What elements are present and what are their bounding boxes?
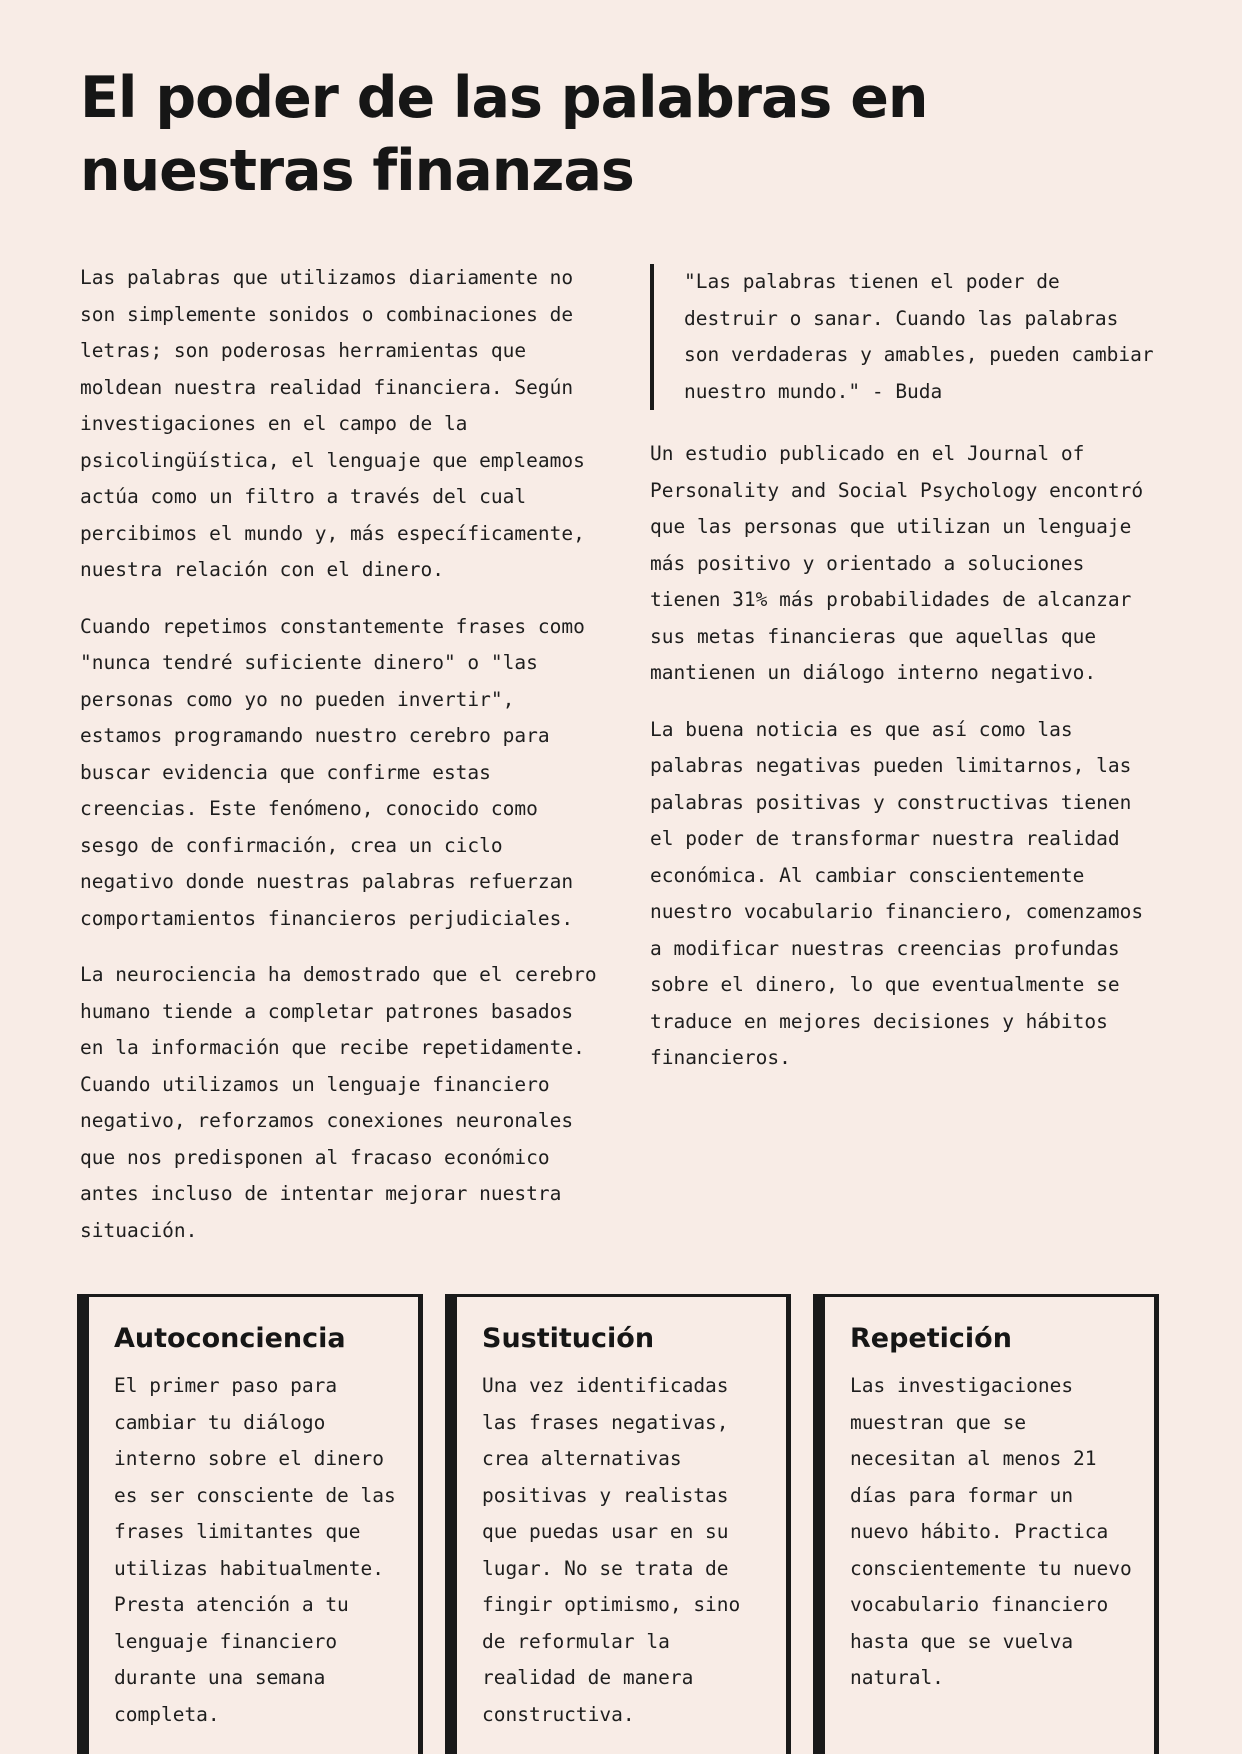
- paragraph-study: Un estudio publicado en el Journal of Personality and Social Psychology encontró que las personas que utilizan un lenguaje más positivo y orientado a soluciones tienen 31% más probabilidades de alcanzar sus metas financieras que aquellas que mantienen un diálogo interno negativo.: [650, 442, 1144, 684]
- tips-cards: [77, 1294, 1165, 1754]
- paragraph-intro: Las palabras que utilizamos diariamente no son simplemente sonidos o combinaciones de letras; son poderosas herramientas que moldean nuestra realidad financiera. Según investigaciones en el campo de la psicolingüística, el lenguaje que empleamos actúa como un filtro a través del cual percibimos el mundo y, más específicamente, nuestra relación con el dinero.: [80, 266, 585, 581]
- card-repeticion: [813, 1294, 1159, 1754]
- card-text: Una vez identificadas las frases negativas, crea alternativas positivas y realistas que puedas usar en su lugar. No se trata de fingir optimismo, sino de reformular la realidad de manera constructiva.: [482, 1374, 741, 1726]
- paragraph-confirmation-bias: Cuando repetimos constantemente frases como "nunca tendré suficiente dinero" o "las personas como yo no pueden invertir", estamos programando nuestro cerebro para buscar evidencia que confirme estas creencias. Este fenómeno, conocido como sesgo de confirmación, crea un ciclo negativo donde nuestras palabras refuerzan comportamientos financieros perjudiciales.: [80, 614, 585, 930]
- right-column: [650, 264, 1162, 1097]
- paragraph-neuroscience: La neurociencia ha demostrado que el cerebro humano tiende a completar patrones basados en la información que recibe repetidamente. Cuando utilizamos un lenguaje financiero negativo, reforzamos conexiones neuronales que nos predisponen al fracaso económico antes incluso de intentar mejorar nuestra situación.: [80, 963, 597, 1242]
- card-text: Las investigaciones muestran que se necesitan al menos 21 días para formar un nuevo hábito. Practica conscientemente tu nuevo vocabulario financiero hasta que se vuelva natural.: [850, 1374, 1132, 1689]
- article-title: El poder de las palabras en nuestras finanzas: [80, 65, 928, 204]
- card-title: Autoconciencia: [114, 1323, 346, 1354]
- left-column: [80, 260, 600, 1269]
- card-sustitucion: [445, 1294, 791, 1754]
- pull-quote: [650, 264, 1162, 410]
- card-title: Sustitución: [482, 1323, 655, 1354]
- card-title: Repetición: [850, 1323, 1012, 1354]
- paragraph-good-news: La buena noticia es que así como las palabras negativas pueden limitarnos, las palabras positivas y constructivas tienen el poder de transformar nuestra realidad económica. Al cambiar conscientemente nuestro vocabulario financiero, comenzamos a modificar nuestras creencias profundas sobre el dinero, lo que eventualmente se traduce en mejores decisiones y hábitos financieros.: [650, 717, 1144, 1069]
- card-text: El primer paso para cambiar tu diálogo interno sobre el dinero es ser consciente de las frases limitantes que utilizas habitualmente. Presta atención a tu lenguaje financiero durante una semana completa.: [114, 1374, 396, 1726]
- pull-quote-text: "Las palabras tienen el poder de destruir o sanar. Cuando las palabras son verdaderas y amables, pueden cambiar nuestro mundo." - Buda: [684, 270, 1154, 403]
- card-autoconciencia: [77, 1294, 423, 1754]
